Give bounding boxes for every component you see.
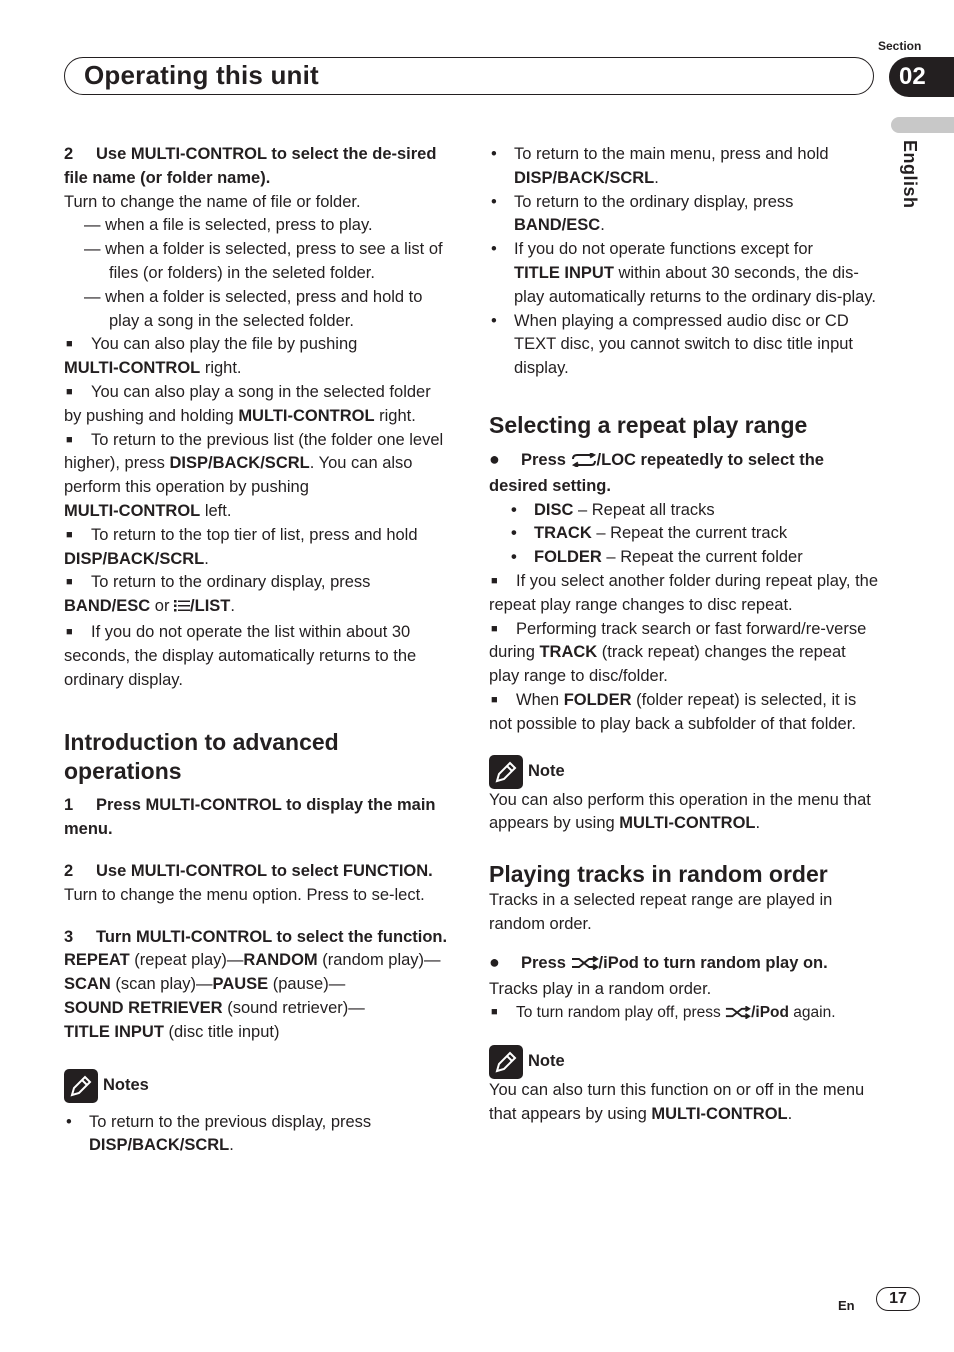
repeat-step: ● Press /LOC repeatedly to select the desired setting.	[489, 448, 824, 495]
repeat-note-2: ■ Performing track search or fast forward/re-verse during TRACK (track repeat) changes the repeat play range to disc/folder.	[489, 619, 867, 686]
dash-item-1: — when a file is selected, press to play.	[84, 216, 373, 235]
list-icon	[174, 597, 190, 621]
note-1-body: You can also perform this operation in the menu that appears by using MULTI-CONTROL.	[489, 790, 871, 833]
right-column	[489, 143, 879, 1127]
square-note-3: ■ To return to the previous list (the folder one level higher), press DISP/BACK/SCRL. You can also perform this operation by pushing MULTI-CONTROL left.	[64, 430, 444, 520]
page-number: 17	[876, 1287, 920, 1311]
language-tab	[891, 117, 954, 133]
left-column	[64, 143, 452, 1158]
repeat-option-folder: • FOLDER – Repeat the current folder	[489, 546, 879, 570]
right-bullet-3: • If you do not operate functions except for TITLE INPUT within about 30 seconds, the dis-play automatically returns to the ordinary dis-play.	[489, 238, 879, 309]
right-bullet-1: • To return to the main menu, press and hold DISP/BACK/SCRL.	[489, 143, 879, 191]
square-note-4: ■ To return to the top tier of list, press and hold DISP/BACK/SCRL.	[64, 525, 418, 568]
dash-item-2: — when a folder is selected, press to see a list of files (or folders) in the seleted folder.	[84, 240, 443, 282]
page-title: Operating this unit	[84, 60, 319, 90]
repeat-option-track: • TRACK – Repeat the current track	[489, 522, 879, 546]
shuffle-icon	[571, 954, 599, 978]
square-note-2: ■ You can also play a song in the selected folder by pushing and holding MULTI-CONTROL right.	[64, 382, 431, 425]
notes-header: Notes	[64, 1069, 452, 1103]
intro-heading: Introduction to advanced operations	[64, 729, 339, 785]
footer-language: En	[838, 1298, 855, 1313]
random-intro: Tracks in a selected repeat range are played in random order.	[489, 891, 833, 933]
note-1-header: Note	[489, 755, 879, 789]
random-heading: Playing tracks in random order	[489, 861, 828, 888]
note-pencil-icon	[64, 1069, 98, 1103]
note-pencil-icon	[489, 755, 523, 789]
note-2-body: You can also turn this function on or off in the menu that appears by using MULTI-CONTROL.	[489, 1081, 865, 1123]
section-label: Section	[878, 39, 922, 53]
repeat-note-1: ■ If you select another folder during repeat play, the repeat play range changes to disc repeat.	[489, 571, 879, 614]
repeat-icon	[571, 451, 597, 475]
section-number-badge: 02	[889, 57, 954, 97]
repeat-heading: Selecting a repeat play range	[489, 411, 808, 438]
function-list: REPEAT (repeat play)—RANDOM (random play)—SCAN (scan play)—PAUSE (pause)— SOUND RETRIEVER (sound retriever)— TITLE INPUT (disc title input)	[64, 951, 441, 1041]
note-pencil-icon	[489, 1045, 523, 1079]
step-2-select-file: 2 Use MULTI-CONTROL to select the de-sired file name (or folder name).	[64, 145, 437, 187]
right-bullet-2: • To return to the ordinary display, press BAND/ESC.	[489, 191, 879, 239]
random-step-body: Tracks play in a random order.	[489, 979, 712, 998]
repeat-note-3: ■ When FOLDER (folder repeat) is selected, it is not possible to play back a subfolder of that folder.	[489, 690, 857, 733]
intro-step-1: 1 Press MULTI-CONTROL to display the main menu.	[64, 796, 436, 839]
language-label: English	[900, 140, 920, 209]
square-note-6: ■ If you do not operate the list within about 30 seconds, the display automatically returns to the ordinary display.	[64, 622, 417, 689]
random-note: ■ To turn random play off, press /iPod again.	[489, 1001, 879, 1027]
intro-step-3: 3 Turn MULTI-CONTROL to select the function.	[64, 927, 448, 946]
square-note-5: ■ To return to the ordinary display, press BAND/ESC or /LIST.	[64, 571, 452, 621]
square-note-1: ■ You can also play the file by pushing MULTI-CONTROL right.	[64, 335, 358, 378]
notes-item-1: • To return to the previous display, press DISP/BACK/SCRL.	[64, 1111, 452, 1159]
step-2-body: Turn to change the name of file or folder.	[64, 192, 361, 211]
note-2-header: Note	[489, 1045, 879, 1079]
random-step: ● Press /iPod to turn random play on.	[489, 951, 879, 978]
shuffle-icon	[725, 1003, 751, 1027]
repeat-option-disc: • DISC – Repeat all tracks	[489, 499, 879, 523]
intro-step-2: 2 Use MULTI-CONTROL to select FUNCTION.	[64, 861, 433, 880]
dash-item-3: — when a folder is selected, press and hold to play a song in the selected folder.	[84, 287, 423, 330]
right-bullet-4: • When playing a compressed audio disc or CD TEXT disc, you cannot switch to disc title input display.	[489, 310, 879, 381]
intro-step-2-body: Turn to change the menu option. Press to se-lect.	[64, 885, 425, 904]
